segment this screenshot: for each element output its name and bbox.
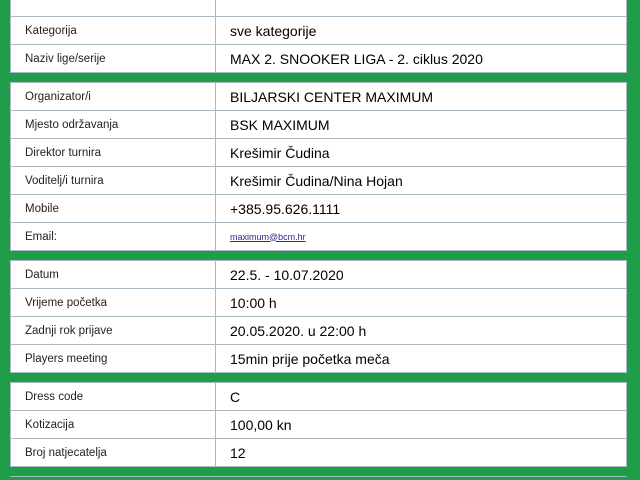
table-row xyxy=(11,345,627,373)
director-label: Direktor turnira xyxy=(11,139,216,167)
dress-code-label: Dress code xyxy=(11,383,216,411)
league-name-value: MAX 2. SNOOKER LIGA - 2. ciklus 2020 xyxy=(216,45,627,73)
table-row xyxy=(11,261,627,289)
players-meeting-value: 15min prije početka meča xyxy=(216,345,627,373)
fee-value: 100,00 kn xyxy=(216,411,627,439)
tournament-info-sheet xyxy=(10,0,627,477)
table-row xyxy=(11,411,627,439)
competitors-value: 12 xyxy=(216,439,627,467)
league-name-label: Naziv lige/serije xyxy=(11,45,216,73)
category-label: Kategorija xyxy=(11,17,216,45)
email-link[interactable]: maximum@bcm.hr xyxy=(216,223,627,251)
organizer-value: BILJARSKI CENTER MAXIMUM xyxy=(216,83,627,111)
mobile-label: Mobile xyxy=(11,195,216,223)
tournament-info-table xyxy=(10,0,627,477)
players-meeting-label: Players meeting xyxy=(11,345,216,373)
table-row xyxy=(11,383,627,411)
start-time-value: 10:00 h xyxy=(216,289,627,317)
table-row xyxy=(11,83,627,111)
table-row xyxy=(11,17,627,45)
dress-code-value: C xyxy=(216,383,627,411)
table-row xyxy=(11,289,627,317)
fee-label: Kotizacija xyxy=(11,411,216,439)
section-divider xyxy=(11,73,627,83)
table-row xyxy=(11,195,627,223)
section-divider xyxy=(11,373,627,383)
mobile-value: +385.95.626.1111 xyxy=(216,195,627,223)
table-row xyxy=(11,0,627,17)
date-label: Datum xyxy=(11,261,216,289)
director-value: Krešimir Čudina xyxy=(216,139,627,167)
table-row xyxy=(11,111,627,139)
table-row xyxy=(11,167,627,195)
managers-value: Krešimir Čudina/Nina Hojan xyxy=(216,167,627,195)
email-label: Email: xyxy=(11,223,216,251)
table-row xyxy=(11,439,627,467)
deadline-value: 20.05.2020. u 22:00 h xyxy=(216,317,627,345)
table-row xyxy=(11,45,627,73)
section-divider xyxy=(11,251,627,261)
organizer-label: Organizator/i xyxy=(11,83,216,111)
table-row xyxy=(11,139,627,167)
table-row xyxy=(11,223,627,251)
date-value: 22.5. - 10.07.2020 xyxy=(216,261,627,289)
category-value: sve kategorije xyxy=(216,17,627,45)
section-divider xyxy=(11,467,627,477)
start-time-label: Vrijeme početka xyxy=(11,289,216,317)
table-row xyxy=(11,317,627,345)
row-label xyxy=(11,0,216,17)
competitors-label: Broj natjecatelja xyxy=(11,439,216,467)
venue-value: BSK MAXIMUM xyxy=(216,111,627,139)
venue-label: Mjesto održavanja xyxy=(11,111,216,139)
row-value xyxy=(216,0,627,17)
deadline-label: Zadnji rok prijave xyxy=(11,317,216,345)
managers-label: Voditelj/i turnira xyxy=(11,167,216,195)
